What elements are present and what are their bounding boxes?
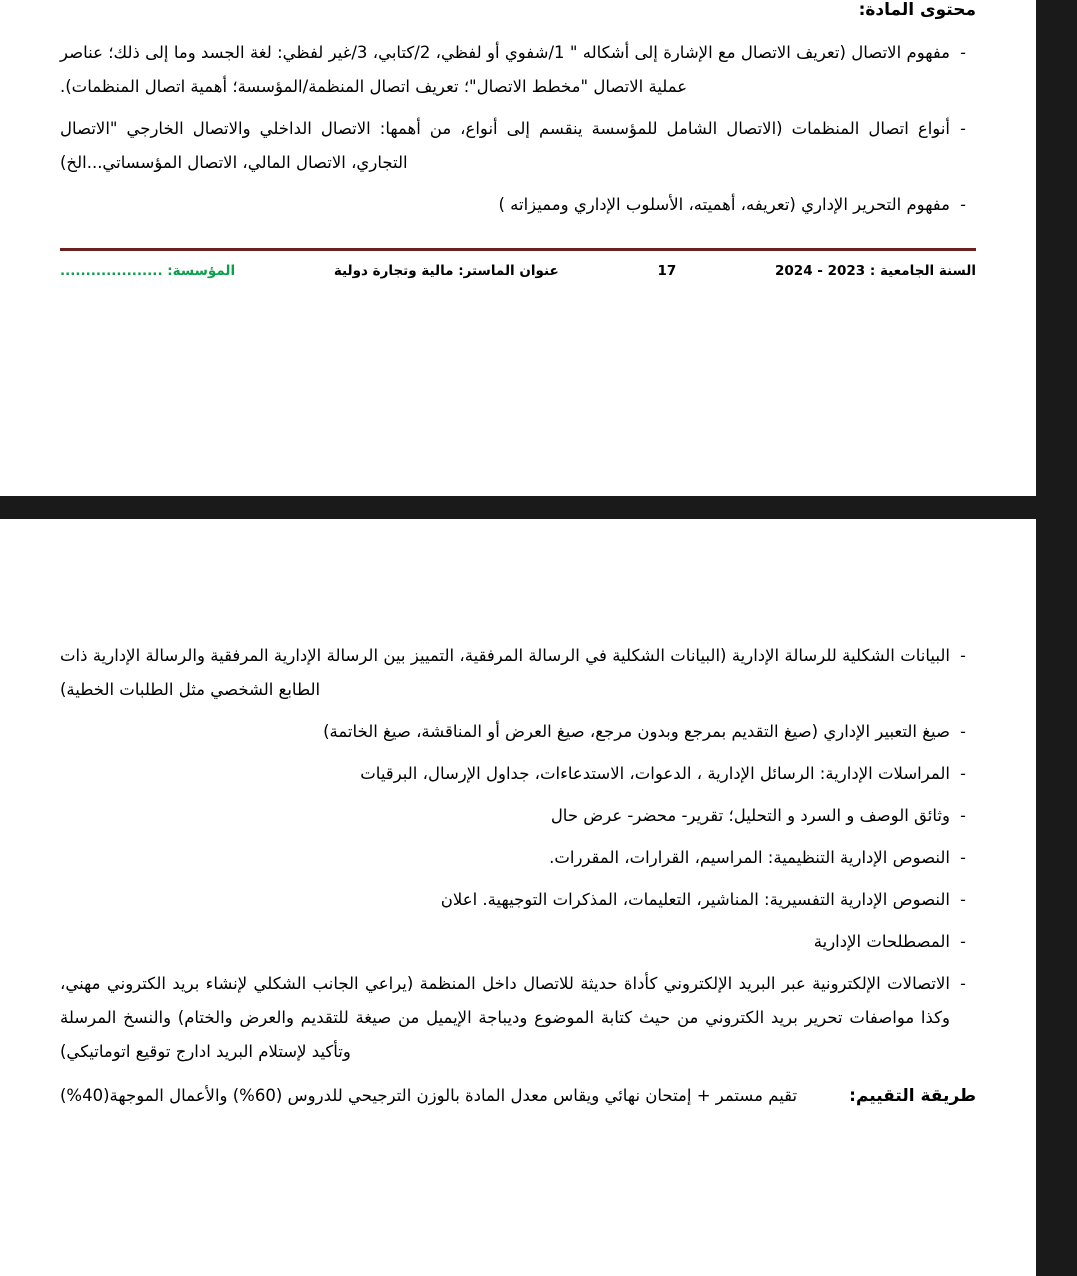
list-item-text: الاتصالات الإلكترونية عبر البريد الإلكتروني كأداة حديثة للاتصال داخل المنظمة (يراعي الجانب الشكلي لإنشاء بريد الكتروني مهني، وكذا مواصفات تحرير بريد الكتروني من حيث كتابة الموضوع وديباجة الإيميل من صيغة للتقديم والعرض والختام) والنسخ المرسلة وتأكيد لإستلام البريد ادارج توقيع اتوماتيكي): [60, 974, 950, 1061]
document-page-1: [0, 0, 1036, 496]
list-item-text: أنواع اتصال المنظمات (الاتصال الشامل للمؤسسة ينقسم إلى أنواع، من أهمها: الاتصال الداخلي والاتصال الخارجي "الاتصال التجاري، الاتصال المالي، الاتصال المؤسساتي...الخ): [60, 119, 950, 172]
list-item: [60, 188, 976, 222]
bullet-dash-icon: -: [960, 974, 966, 993]
evaluation-method-label: طريقة التقييم:: [849, 1086, 976, 1106]
footer-master-title: عنوان الماستر: مالية وتجارة دولية: [333, 263, 559, 279]
list-item-text: وثائق الوصف و السرد و التحليل؛ تقرير- محضر- عرض حال: [550, 806, 950, 825]
list-item-text: صيغ التعبير الإداري (صيغ التقديم بمرجع وبدون مرجع، صيغ العرض أو المناقشة، صيغ الخاتمة): [323, 722, 950, 741]
list-item: [60, 715, 976, 749]
list-item: [60, 967, 976, 1069]
list-item-text: البيانات الشكلية للرسالة الإدارية (البيانات الشكلية في الرسالة المرفقية، التمييز بين الرسالة الإدارية المرفقية والرسالة الإدارية ذات الطابع الشخصي مثل الطلبات الخطية): [60, 646, 950, 699]
content-bullet-list-page-2: [60, 639, 976, 1069]
bullet-dash-icon: -: [960, 764, 966, 783]
list-item-text: المصطلحات الإدارية: [813, 932, 950, 951]
bullet-dash-icon: -: [960, 646, 966, 665]
page-right-margin: [1036, 0, 1077, 1276]
list-item-text: مفهوم التحرير الإداري (تعريفه، أهميته، الأسلوب الإداري ومميزاته ): [498, 195, 950, 214]
list-item: [60, 757, 976, 791]
content-bullet-list-page-1: [60, 36, 976, 222]
document-page-2: [0, 519, 1036, 1276]
list-item: [60, 841, 976, 875]
bullet-dash-icon: -: [960, 932, 966, 951]
list-item: [60, 36, 976, 104]
page-footer: [60, 251, 976, 279]
list-item-text: مفهوم الاتصال (تعريف الاتصال مع الإشارة إلى أشكاله " 1/شفوي أو لفظي، 2/كتابي، 3/غير لفظي: لغة الجسد وما إلى ذلك؛ عناصر عملية الاتصال "مخطط الاتصال"؛ تعريف اتصال المنظمة/المؤسسة؛ أهمية اتصال المنظمات).: [60, 43, 951, 96]
footer-page-number: 17: [657, 263, 677, 279]
evaluation-method-text: تقيم مستمر + إمتحان نهائي ويقاس معدل المادة بالوزن الترجيحي للدروس (60%) والأعمال الموجهة(40%): [60, 1086, 798, 1105]
page-title: محتوى المادة:: [858, 0, 976, 20]
list-item-text: المراسلات الإدارية: الرسائل الإدارية ، الدعوات، الاستدعاءات، جداول الإرسال، البرقيات: [360, 764, 950, 783]
list-item-text: النصوص الإدارية التنظيمية: المراسيم، القرارات، المقررات.: [549, 848, 950, 867]
bullet-dash-icon: -: [960, 43, 966, 62]
bullet-dash-icon: -: [960, 195, 966, 214]
footer-academic-year: السنة الجامعية : 2023 - 2024: [775, 263, 976, 279]
list-item: [60, 639, 976, 707]
footer-institution-label: المؤسسة:: [167, 263, 236, 279]
bullet-dash-icon: -: [960, 848, 966, 867]
list-item: [60, 925, 976, 959]
footer-institution-dots: ....................: [60, 263, 163, 279]
footer-institution: [60, 263, 235, 279]
bullet-dash-icon: -: [960, 890, 966, 909]
bullet-dash-icon: -: [960, 722, 966, 741]
list-item-text: النصوص الإدارية التفسيرية: المناشير، التعليمات، المذكرات التوجيهية. اعلان: [440, 890, 950, 909]
list-item: [60, 112, 976, 180]
evaluation-method-block: [60, 1079, 976, 1113]
bullet-dash-icon: -: [960, 806, 966, 825]
list-item: [60, 883, 976, 917]
bullet-dash-icon: -: [960, 119, 966, 138]
list-item: [60, 799, 976, 833]
page-separator: [0, 496, 1077, 519]
